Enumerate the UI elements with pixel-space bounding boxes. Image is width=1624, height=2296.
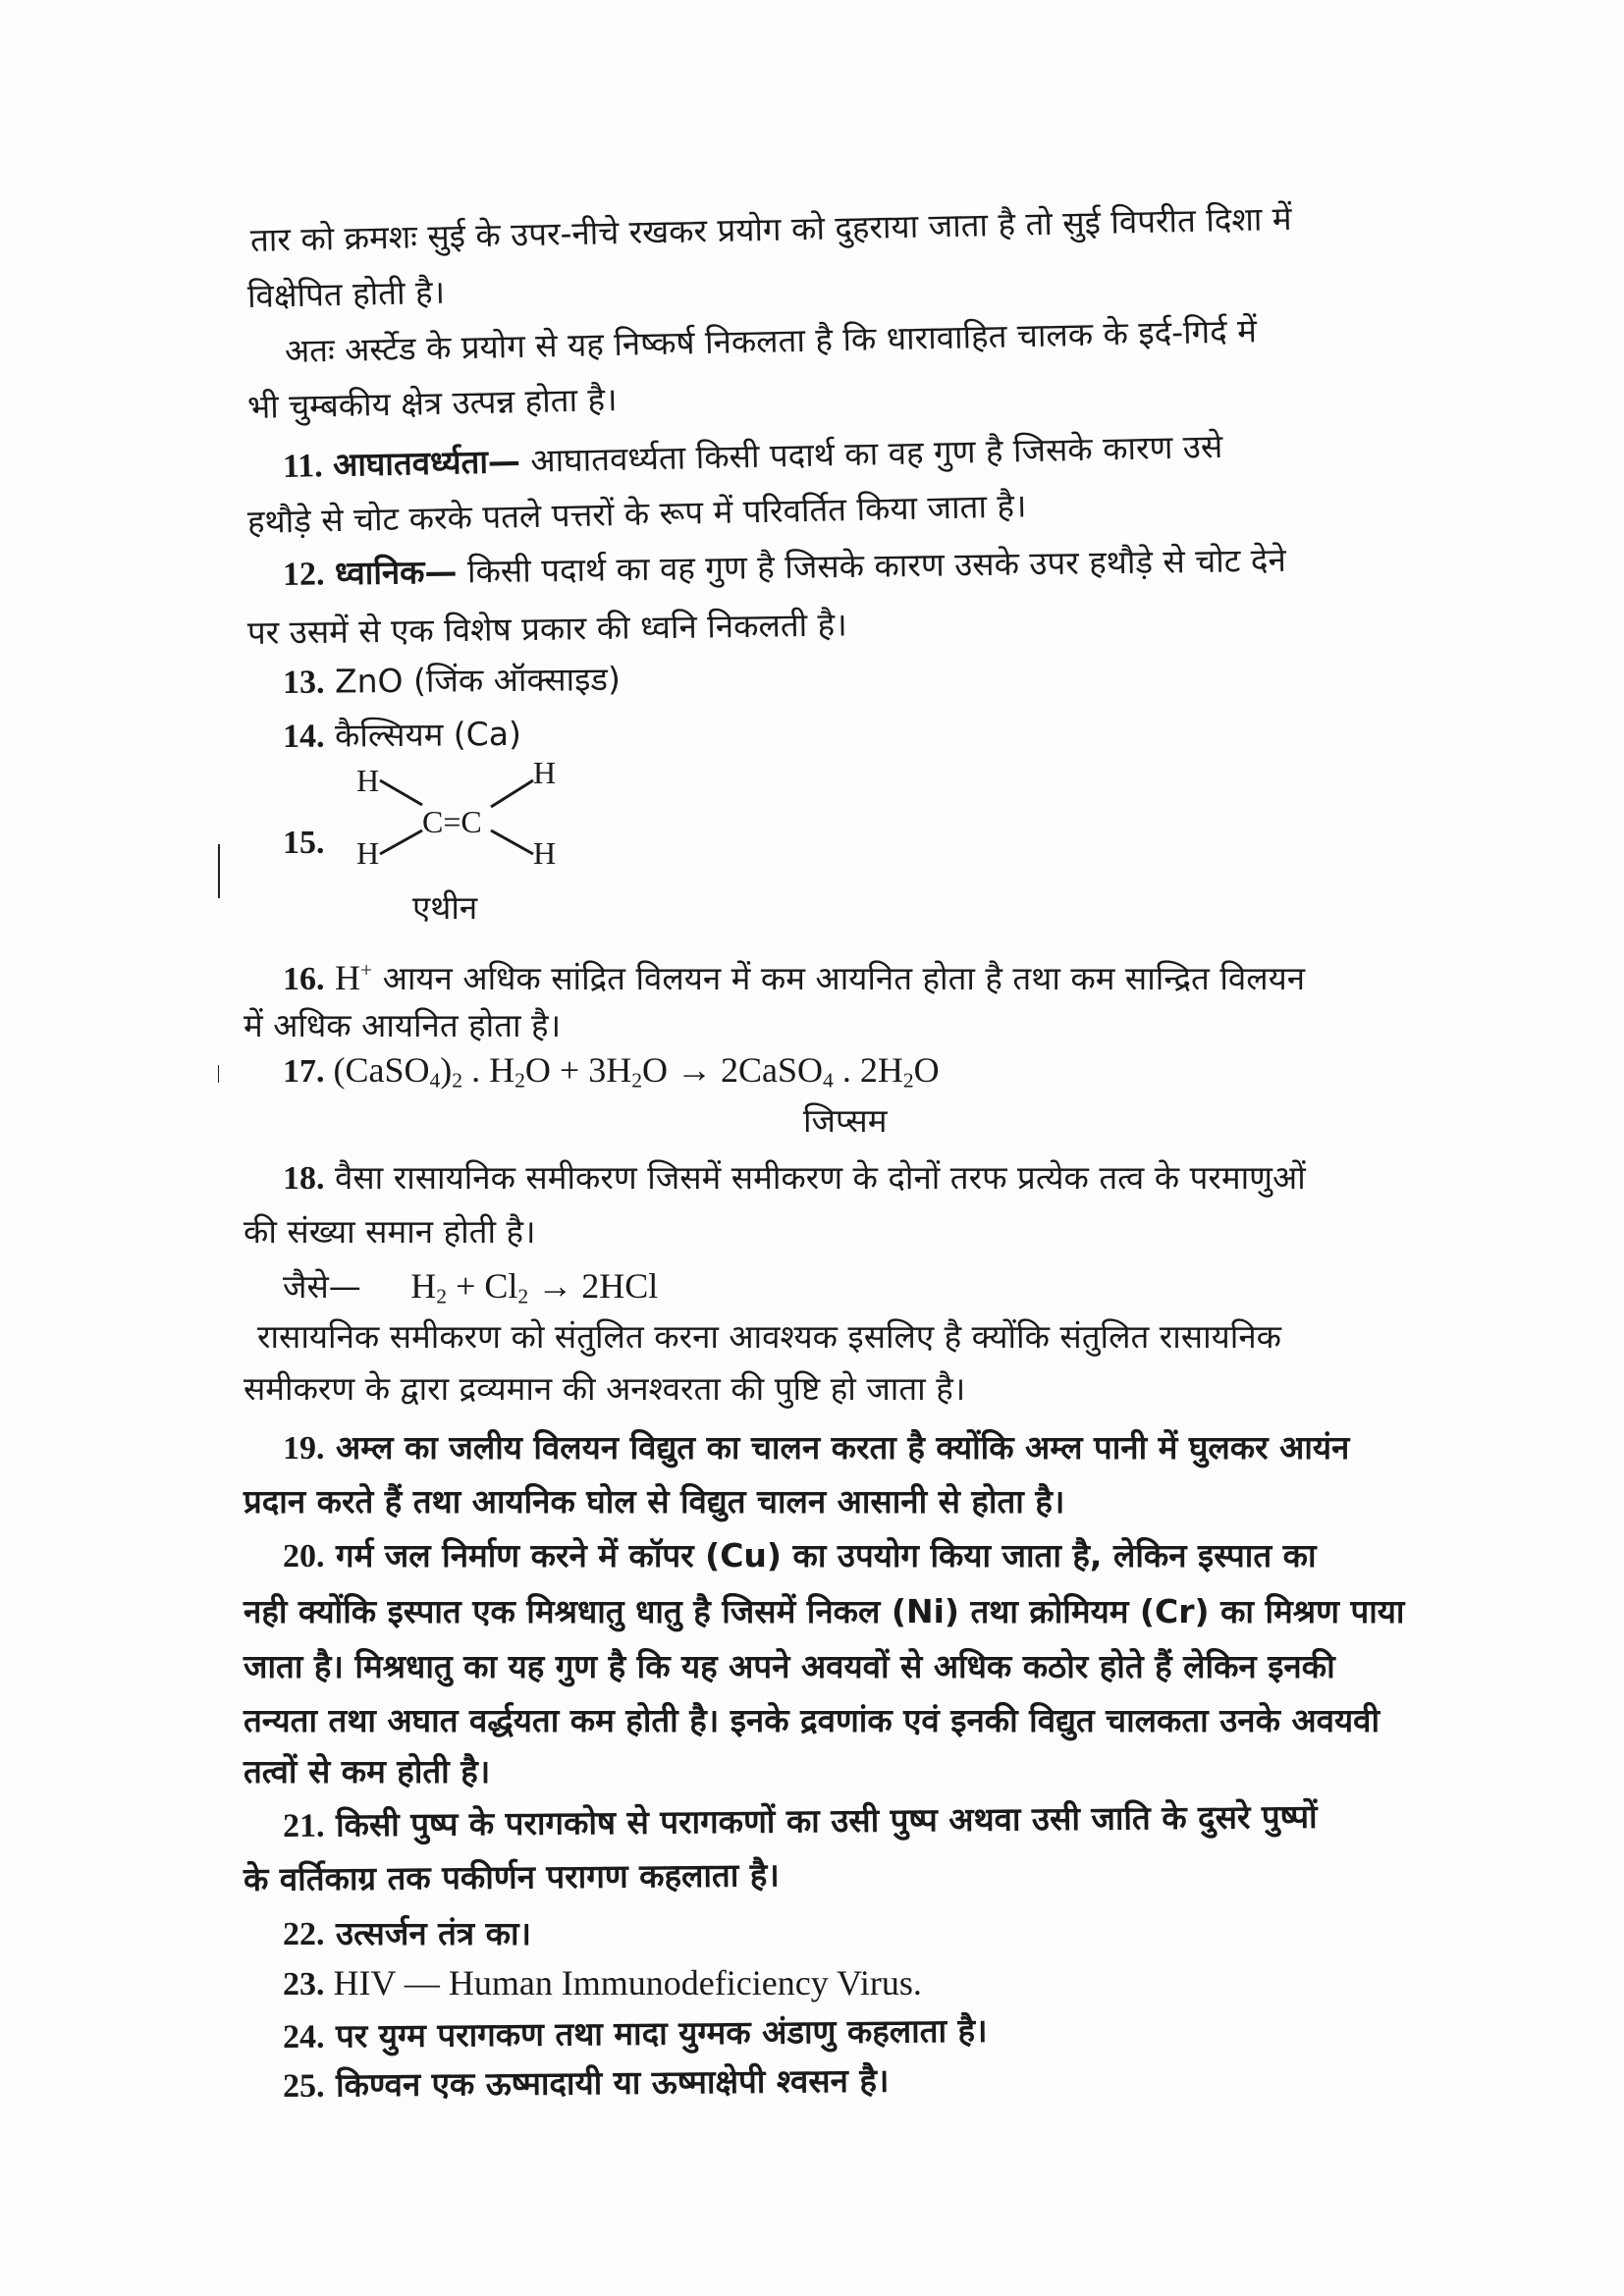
answer-14 <box>283 715 521 757</box>
chemical-equation: $(CaSO_4)_2$ . $H_2O + 3H_2O$ → 2CaSO$_4$ . $2H_2O$ <box>333 1050 940 1093</box>
text: भी चुम्बकीय क्षेत्र उत्पन्न होता है। <box>246 380 618 426</box>
answer-21-cont <box>244 1855 780 1899</box>
note-line <box>244 1369 965 1409</box>
carbon-double-bond: C=C <box>422 804 482 839</box>
molecule-caption <box>412 888 477 928</box>
answer-text: HIV — Human Immunodeficiency Virus. <box>333 1963 922 2002</box>
example-equation: $H_2 + Cl_2 \to 2HCl$ <box>410 1266 659 1308</box>
margin-mark <box>218 1065 219 1083</box>
answer-number: 25. <box>282 2067 325 2105</box>
answer-21 <box>283 1797 1318 1846</box>
answer-text: तन्यता तथा अघात वर्द्धयता कम होती है। इनके द्रवणांक एवं इनकी विद्युत चालकता उनके अवयवी <box>244 1701 1380 1739</box>
answer-text: हथौड़े से चोट करके पतले पत्तरों के रूप में परिवर्तित किया जाता है। <box>246 486 1027 541</box>
ethene-structure <box>349 756 594 883</box>
margin-mark <box>218 844 220 898</box>
answer-17 <box>283 1050 940 1099</box>
answer-text: नही क्योंकि इस्पात एक मिश्रधातु धातु है जिसमें निकल (Ni) तथा क्रोमियम (Cr) का मिश्रण पाया <box>244 1592 1405 1630</box>
answer-25 <box>283 2061 890 2107</box>
paragraph-line <box>247 273 446 316</box>
caption-text: एथीन <box>412 888 478 927</box>
answer-22 <box>283 1914 531 1954</box>
paragraph-line <box>285 311 1258 371</box>
answer-text: किण्वन एक ऊष्मादायी या ऊष्माक्षेपी श्वसन है। <box>335 2060 890 2105</box>
note-line <box>257 1317 1281 1357</box>
answer-20-cont <box>244 1701 1380 1740</box>
example-line <box>283 1266 658 1315</box>
answer-19-cont <box>244 1482 1064 1522</box>
answer-term: आघातवर्ध्यता— <box>332 441 521 484</box>
answer-text: पर उसमें से एक विशेष प्रकार की ध्वनि निकलती है। <box>246 605 847 652</box>
answer-number: 12. <box>282 556 325 593</box>
answer-15 <box>283 823 325 863</box>
answer-11-cont <box>247 486 1027 542</box>
atom-h: H <box>356 835 380 871</box>
answer-number: 18. <box>283 1160 325 1197</box>
answer-11 <box>283 427 1223 487</box>
answer-text: कैल्सियम (Ca) <box>334 714 522 755</box>
answer-number: 24. <box>282 2018 325 2056</box>
answer-text: जाता है। मिश्रधातु का यह गुण है कि यह अपने अवयवों से अधिक कठोर होते हैं लेकिन इनकी <box>244 1647 1335 1685</box>
note-text: रासायनिक समीकरण को संतुलित करना आवश्यक इसलिए है क्योंकि संतुलित रासायनिक <box>257 1317 1281 1356</box>
equation-caption <box>803 1101 887 1141</box>
answer-20-cont <box>244 1592 1404 1631</box>
atom-h: H <box>533 756 557 790</box>
answer-number: 19. <box>283 1430 325 1467</box>
answer-text: अम्ल का जलीय विलयन विद्युत का चालन करता है क्योंकि अम्ल पानी में घुलकर आयंन <box>336 1428 1350 1467</box>
text: विक्षेपित होती है। <box>246 272 446 315</box>
answer-18 <box>283 1158 1306 1199</box>
answer-text: तत्वों से कम होती है। <box>244 1752 491 1790</box>
answer-20 <box>283 1536 1317 1576</box>
answer-number: 21. <box>282 1807 325 1844</box>
answer-text: प्रदान करते हैं तथा आयनिक घोल से विद्युत चालन आसानी से होता है। <box>244 1482 1065 1521</box>
answer-text: पर युग्म परागकण तथा मादा युग्मक अंडाणु कहलाता है। <box>335 2010 988 2056</box>
answer-text: आघातवर्ध्यता किसी पदार्थ का वह गुण है जिसके कारण उसे <box>529 426 1223 480</box>
answer-text: आयन अधिक सांद्रित विलयन में कम आयनित होता है तथा कम सान्द्रित विलयन <box>382 959 1306 997</box>
answer-number: 16. <box>283 961 325 997</box>
text: अतः अर्स्टेड के प्रयोग से यह निष्कर्ष निकलता है कि धारावाहित चालक के इर्द-गिर्द में <box>284 311 1258 370</box>
answer-number: 11. <box>282 448 324 485</box>
answer-18-cont <box>244 1212 536 1252</box>
paragraph-line <box>247 380 618 427</box>
text: तार को क्रमशः सुई के उपर-नीचे रखकर प्रयोग को दुहराया जाता है तो सुई विपरीत दिशा में <box>249 198 1292 259</box>
paragraph-line <box>250 199 1292 260</box>
answer-20-cont <box>244 1752 490 1791</box>
ion-charge: + <box>360 958 373 982</box>
answer-number: 14. <box>282 718 325 755</box>
answer-16-cont <box>244 1006 561 1045</box>
answer-19 <box>283 1428 1349 1468</box>
answer-text: की संख्या समान होती है। <box>244 1212 536 1251</box>
answer-text: में अधिक आयनित होता है। <box>244 1006 562 1044</box>
atom-h: H <box>356 763 380 798</box>
answer-20-cont <box>244 1647 1335 1686</box>
answer-13 <box>283 660 621 703</box>
answer-number: 23. <box>283 1966 325 2002</box>
answer-number: 22. <box>283 1916 325 1952</box>
answer-term: ध्वानिक— <box>334 552 458 593</box>
note-text: समीकरण के द्वारा द्रव्यमान की अनश्वरता की पुष्टि हो जाता है। <box>244 1369 966 1408</box>
answer-number: 15. <box>283 825 325 861</box>
answer-12 <box>283 541 1286 595</box>
example-label: जैसे— <box>283 1267 361 1306</box>
answer-number: 13. <box>282 664 325 701</box>
answer-text: किसी पुष्प के परागकोष से परागकणों का उसी पुष्प अथवा उसी जाति के दुसरे पुष्पों <box>335 1796 1318 1844</box>
answer-12-cont <box>247 605 847 653</box>
answer-text: गर्म जल निर्माण करने में कॉपर (Cu) का उपयोग किया जाता है, लेकिन इस्पात का <box>336 1536 1317 1575</box>
ion-symbol: H <box>335 958 360 997</box>
answer-24 <box>283 2011 988 2057</box>
atom-h: H <box>533 835 557 871</box>
caption-text: जिप्सम <box>803 1101 888 1140</box>
answer-23 <box>283 1963 922 2004</box>
answer-16 <box>283 950 1305 999</box>
answer-number: 17. <box>283 1053 325 1090</box>
answer-text: वैसा रासायनिक समीकरण जिसमें समीकरण के दोनों तरफ प्रत्येक तत्व के परमाणुओं <box>335 1158 1306 1197</box>
answer-number: 20. <box>283 1538 325 1575</box>
answer-text: के वर्तिकाग्र तक पकीर्णन परागण कहलाता है। <box>243 1855 781 1898</box>
answer-text: किसी पदार्थ का वह गुण है जिसके कारण उसके उपर हथौड़े से चोट देने <box>466 540 1287 591</box>
answer-text: उत्सर्जन तंत्र का। <box>336 1914 532 1952</box>
answer-text: ZnO (जिंक ऑक्साइड) <box>334 659 622 701</box>
